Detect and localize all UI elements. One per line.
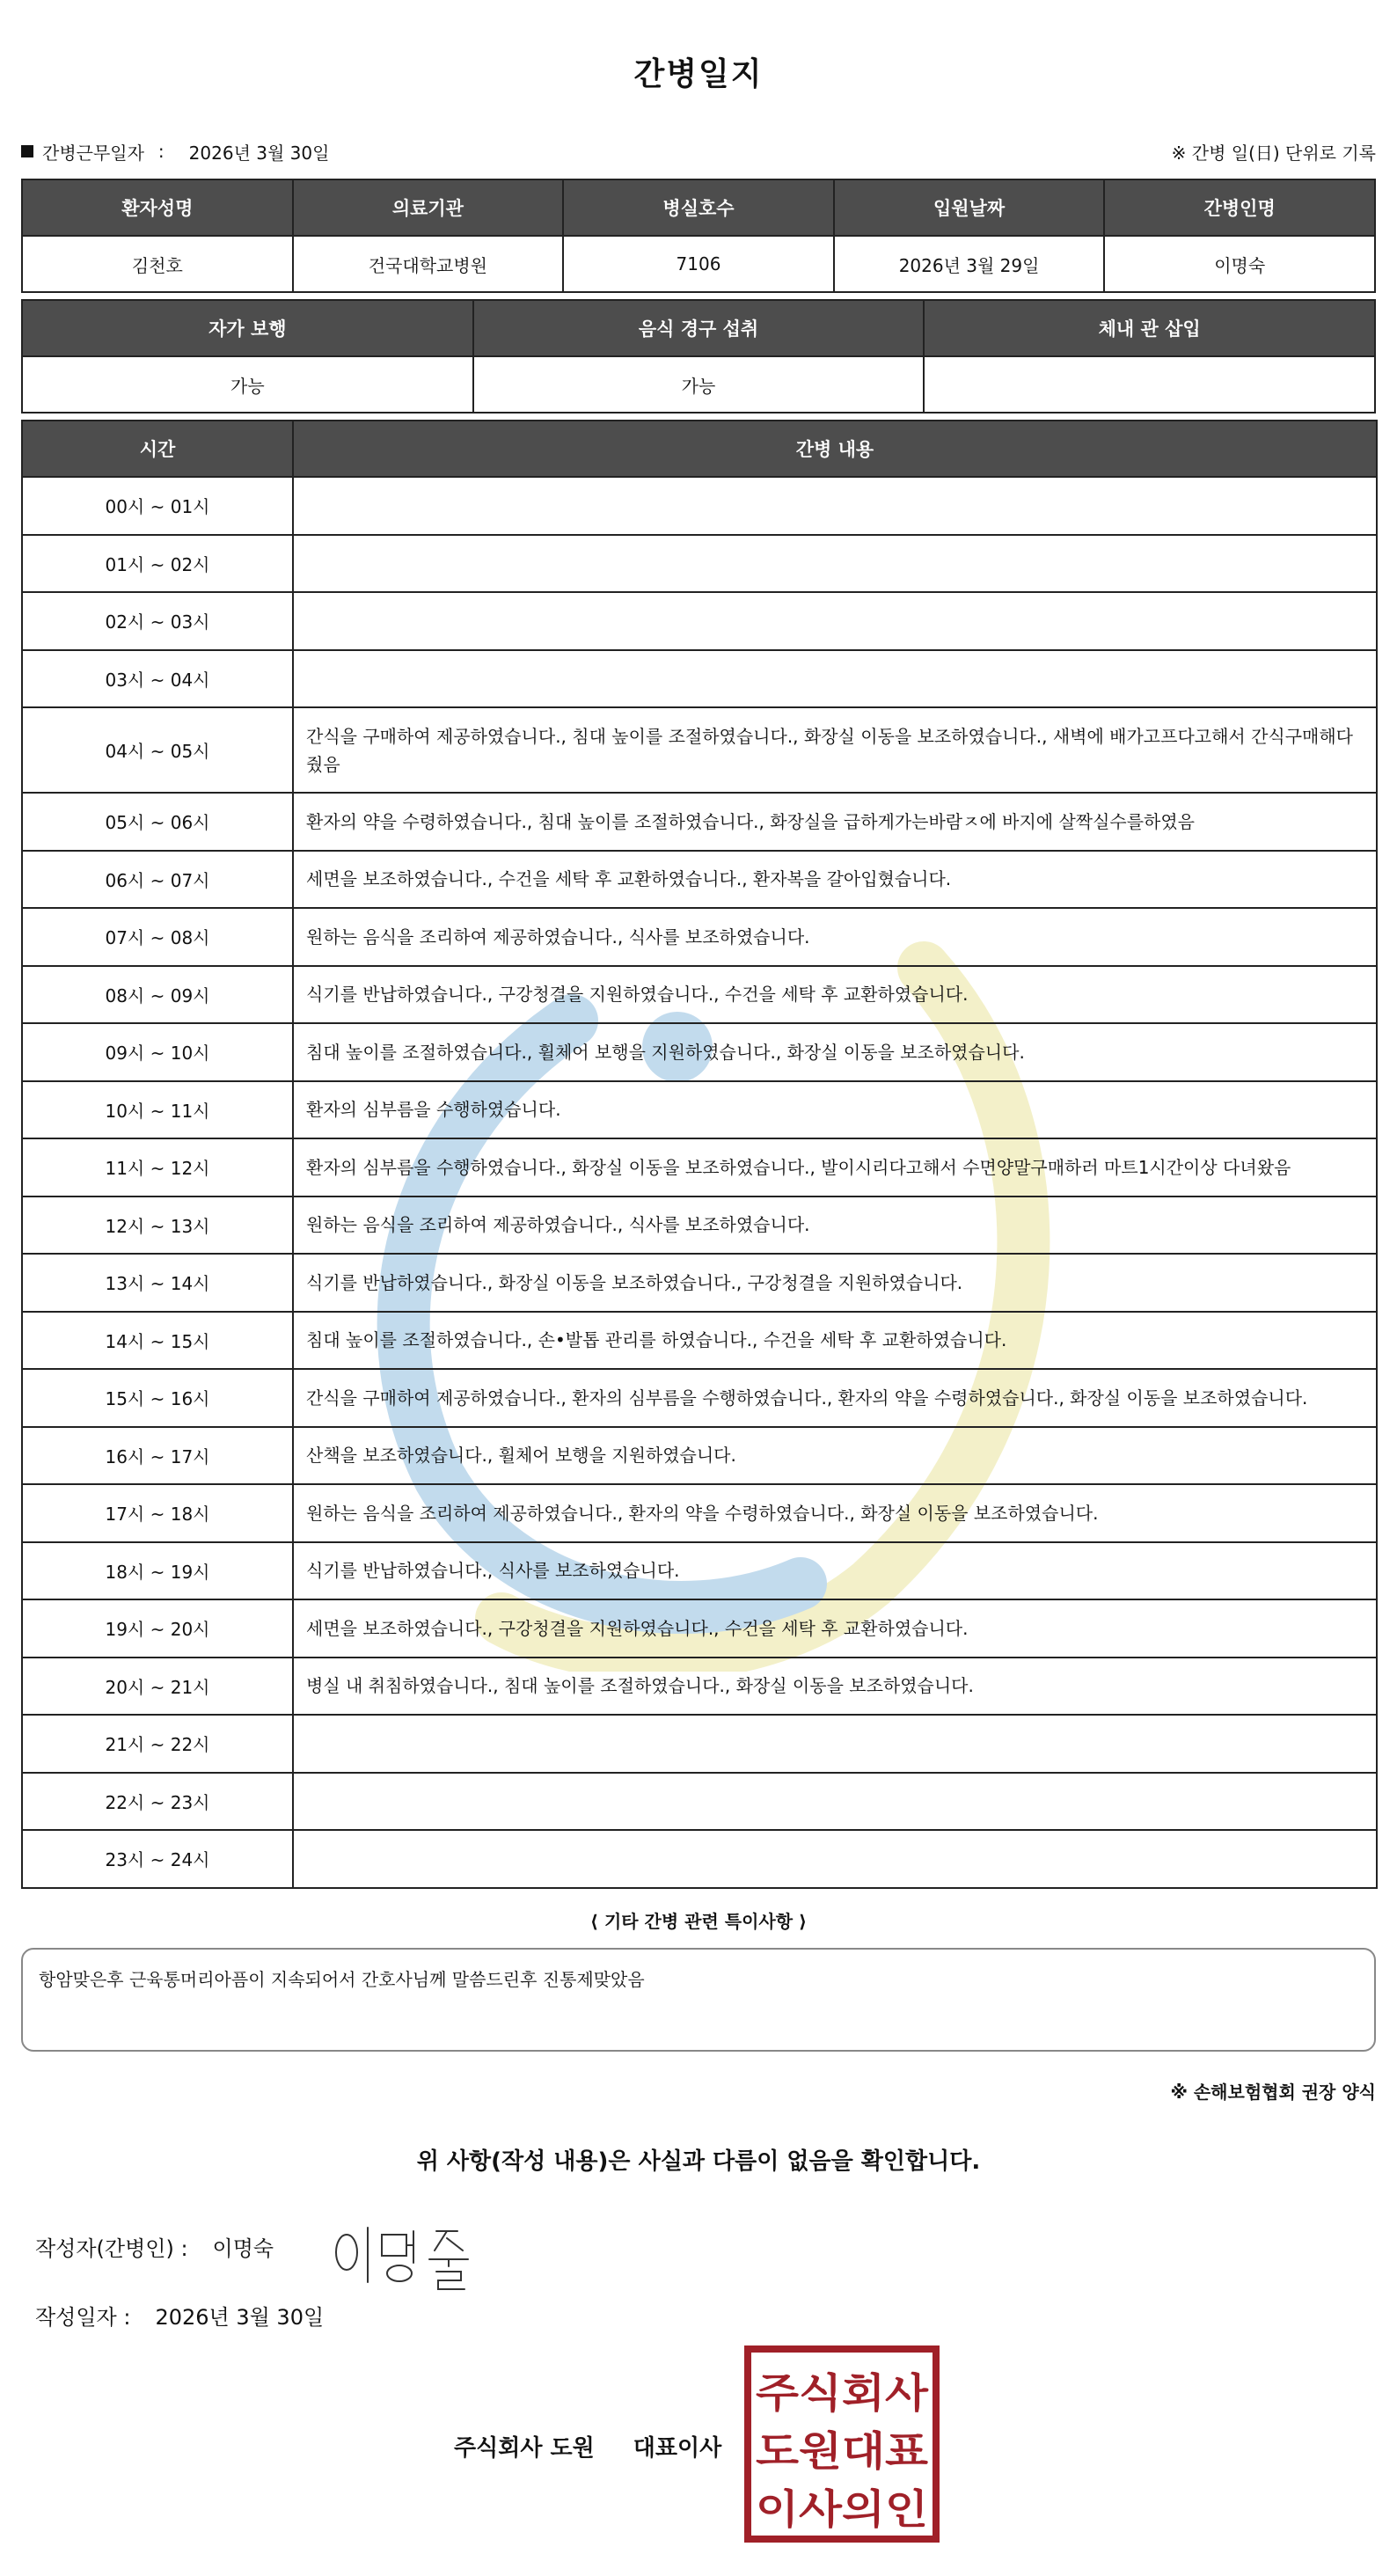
care-log-content: 세면을 보조하였습니다., 구강청결을 지원하였습니다., 수건을 세탁 후 교환하였습니다. [293, 1599, 1377, 1658]
care-log-time: 11시 ~ 12시 [22, 1138, 293, 1197]
care-log-time: 09시 ~ 10시 [22, 1023, 293, 1081]
care-log-content: 세면을 보조하였습니다., 수건을 세탁 후 교환하였습니다., 환자복을 갈아입혔습니다. [293, 851, 1377, 909]
care-log-row [22, 1599, 1377, 1658]
care-log-time: 04시 ~ 05시 [22, 707, 293, 793]
care-log-time: 17시 ~ 18시 [22, 1484, 293, 1542]
patient-status-value-row [22, 356, 1375, 413]
care-log-row [22, 1369, 1377, 1427]
patient-info-value-row [22, 236, 1375, 292]
ceo-title: 대표이사 [633, 2435, 722, 2462]
care-log-time: 12시 ~ 13시 [22, 1197, 293, 1255]
patient-info-table [21, 179, 1376, 293]
header-hospital: 의료기관 [293, 179, 564, 236]
work-date [21, 139, 329, 165]
writer-name: 이명숙 [212, 2236, 274, 2261]
patient-status-header-row [22, 300, 1375, 356]
care-log-content: 간식을 구매하여 제공하였습니다., 침대 높이를 조절하였습니다., 화장실 이동을 보조하였습니다., 새벽에 배가고프다고해서 간식구매해다줬음 [293, 707, 1377, 793]
hospital: 건국대학교병원 [293, 236, 564, 292]
care-log-time: 13시 ~ 14시 [22, 1254, 293, 1312]
self-walking: 가능 [22, 356, 473, 413]
writer-label: 작성자(간병인) : [35, 2236, 188, 2261]
care-log-content: 식기를 반납하였습니다., 식사를 보조하였습니다. [293, 1542, 1377, 1600]
care-log-time: 07시 ~ 08시 [22, 908, 293, 966]
care-log-row [22, 592, 1377, 650]
header-care-content: 간병 내용 [293, 421, 1377, 477]
care-log-content: 침대 높이를 조절하였습니다., 손•발톱 관리를 하였습니다., 수건을 세탁 후 교환하였습니다. [293, 1312, 1377, 1370]
care-log-content [293, 592, 1377, 650]
work-date-label: 간병근무일자 [42, 142, 144, 164]
care-log-content: 환자의 약을 수령하였습니다., 침대 높이를 조절하였습니다., 화장실을 급하게가는바람ㅈ에 바지에 살짝실수를하였음 [293, 793, 1377, 851]
caregiver-name: 이명숙 [1104, 236, 1375, 292]
care-log-content [293, 1830, 1377, 1888]
unit-note: ※ 간병 일(日) 단위로 기록 [1171, 142, 1376, 164]
care-log-time: 16시 ~ 17시 [22, 1427, 293, 1485]
notes-title: ⟨ 기타 간병 관련 특이사항 ⟩ [589, 1911, 808, 1932]
care-log-time: 20시 ~ 21시 [22, 1658, 293, 1716]
care-log-content: 원하는 음식을 조리하여 제공하였습니다., 식사를 보조하였습니다. [293, 1197, 1377, 1255]
care-log-row [22, 1427, 1377, 1485]
header-caregiver: 간병인명 [1104, 179, 1375, 236]
care-log-time: 00시 ~ 01시 [22, 477, 293, 535]
patient-name: 김천호 [22, 236, 293, 292]
care-log-row [22, 1081, 1377, 1139]
meta-row [21, 135, 1376, 167]
care-log-row [22, 1658, 1377, 1716]
notes-box [21, 1948, 1376, 2052]
care-log-time: 14시 ~ 15시 [22, 1312, 293, 1370]
care-log-content: 병실 내 취침하였습니다., 침대 높이를 조절하였습니다., 화장실 이동을 보조하였습니다. [293, 1658, 1377, 1716]
care-log-body [22, 477, 1377, 1888]
care-log-time: 08시 ~ 09시 [22, 966, 293, 1024]
header-oral-intake: 음식 경구 섭취 [473, 300, 925, 356]
care-log-content [293, 477, 1377, 535]
care-log-row [22, 1023, 1377, 1081]
tube-insertion [924, 356, 1375, 413]
care-log-row [22, 1830, 1377, 1888]
company-line [454, 2430, 721, 2463]
care-log-row [22, 1484, 1377, 1542]
care-log-time: 06시 ~ 07시 [22, 851, 293, 909]
care-log-time: 19시 ~ 20시 [22, 1599, 293, 1658]
care-log-content: 원하는 음식을 조리하여 제공하였습니다., 환자의 약을 수령하였습니다., 화장실 이동을 보조하였습니다. [293, 1484, 1377, 1542]
document-title: 간병일지 [633, 56, 764, 92]
seal-line: 주식회사 [756, 2369, 929, 2417]
care-log-content [293, 1715, 1377, 1773]
care-log-time: 03시 ~ 04시 [22, 650, 293, 708]
admission-date: 2026년 3월 29일 [834, 236, 1105, 292]
patient-status-table [21, 299, 1376, 413]
care-log-content [293, 535, 1377, 593]
care-log-time: 21시 ~ 22시 [22, 1715, 293, 1773]
care-log-row [22, 535, 1377, 593]
care-log-row [22, 1254, 1377, 1312]
care-log-time: 18시 ~ 19시 [22, 1542, 293, 1600]
care-log-time: 22시 ~ 23시 [22, 1773, 293, 1831]
writer-row [35, 2231, 274, 2262]
seal-line: 도원대표 [756, 2427, 929, 2475]
company-name: 주식회사 도원 [454, 2435, 595, 2462]
header-tube-insertion: 체내 관 삽입 [924, 300, 1375, 356]
care-log-time: 05시 ~ 06시 [22, 793, 293, 851]
room-number: 7106 [563, 236, 834, 292]
care-log-content: 침대 높이를 조절하였습니다., 휠체어 보행을 지원하였습니다., 화장실 이동을 보조하였습니다. [293, 1023, 1377, 1081]
work-date-value: 2026년 3월 30일 [188, 142, 330, 164]
care-log-time: 23시 ~ 24시 [22, 1830, 293, 1888]
header-admission-date: 입원날짜 [834, 179, 1105, 236]
care-log-content: 산책을 보조하였습니다., 휠체어 보행을 지원하였습니다. [293, 1427, 1377, 1485]
care-log-row [22, 1197, 1377, 1255]
care-log-content: 간식을 구매하여 제공하였습니다., 환자의 심부름을 수행하였습니다., 환자의 약을 수령하였습니다., 화장실 이동을 보조하였습니다. [293, 1369, 1377, 1427]
header-self-walking: 자가 보행 [22, 300, 473, 356]
care-log-row [22, 966, 1377, 1024]
company-seal [744, 2345, 940, 2543]
patient-info-header-row [22, 179, 1375, 236]
care-log-row [22, 793, 1377, 851]
care-log-row [22, 1715, 1377, 1773]
care-log-content [293, 1773, 1377, 1831]
care-log-row [22, 477, 1377, 535]
recommended-form-note: ※ 손해보험협회 권장 양식 [1170, 2082, 1376, 2103]
care-log-table [21, 420, 1378, 1889]
care-log-row [22, 1138, 1377, 1197]
written-date-row [35, 2300, 324, 2331]
header-time: 시간 [22, 421, 293, 477]
care-log-content: 식기를 반납하였습니다., 구강청결을 지원하였습니다., 수건을 세탁 후 교환하였습니다. [293, 966, 1377, 1024]
work-date-sep: : [157, 141, 165, 162]
oral-intake: 가능 [473, 356, 925, 413]
care-log-content: 원하는 음식을 조리하여 제공하였습니다., 식사를 보조하였습니다. [293, 908, 1377, 966]
care-log-header-row [22, 421, 1377, 477]
care-log-time: 01시 ~ 02시 [22, 535, 293, 593]
header-patient-name: 환자성명 [22, 179, 293, 236]
care-log-row [22, 1773, 1377, 1831]
header-room: 병실호수 [563, 179, 834, 236]
seal-line: 이사의인 [756, 2485, 928, 2533]
written-date-label: 작성일자 : [35, 2305, 131, 2330]
written-date-value: 2026년 3월 30일 [155, 2305, 325, 2330]
care-log-row [22, 908, 1377, 966]
care-log-content [293, 650, 1377, 708]
care-log-content: 환자의 심부름을 수행하였습니다., 화장실 이동을 보조하였습니다., 발이시리다고해서 수면양말구매하러 마트1시간이상 다녀왔음 [293, 1138, 1377, 1197]
handwritten-signature [325, 2215, 484, 2294]
notes-text: 항암맞은후 근육통머리아픔이 지속되어서 간호사님께 말씀드린후 진통제맞았음 [39, 1969, 645, 1990]
care-log-content: 식기를 반납하였습니다., 화장실 이동을 보조하였습니다., 구강청결을 지원하였습니다. [293, 1254, 1377, 1312]
care-log-row [22, 707, 1377, 793]
care-log-time: 02시 ~ 03시 [22, 592, 293, 650]
care-log-time: 10시 ~ 11시 [22, 1081, 293, 1139]
care-log-row [22, 1542, 1377, 1600]
care-log-row [22, 650, 1377, 708]
care-log-content: 환자의 심부름을 수행하였습니다. [293, 1081, 1377, 1139]
square-bullet-icon [21, 145, 33, 157]
care-log-row [22, 851, 1377, 909]
seal-text [756, 2369, 929, 2533]
confirmation-statement: 위 사항(작성 내용)은 사실과 다름이 없음을 확인합니다. [416, 2148, 981, 2175]
care-log-row [22, 1312, 1377, 1370]
care-log-time: 15시 ~ 16시 [22, 1369, 293, 1427]
